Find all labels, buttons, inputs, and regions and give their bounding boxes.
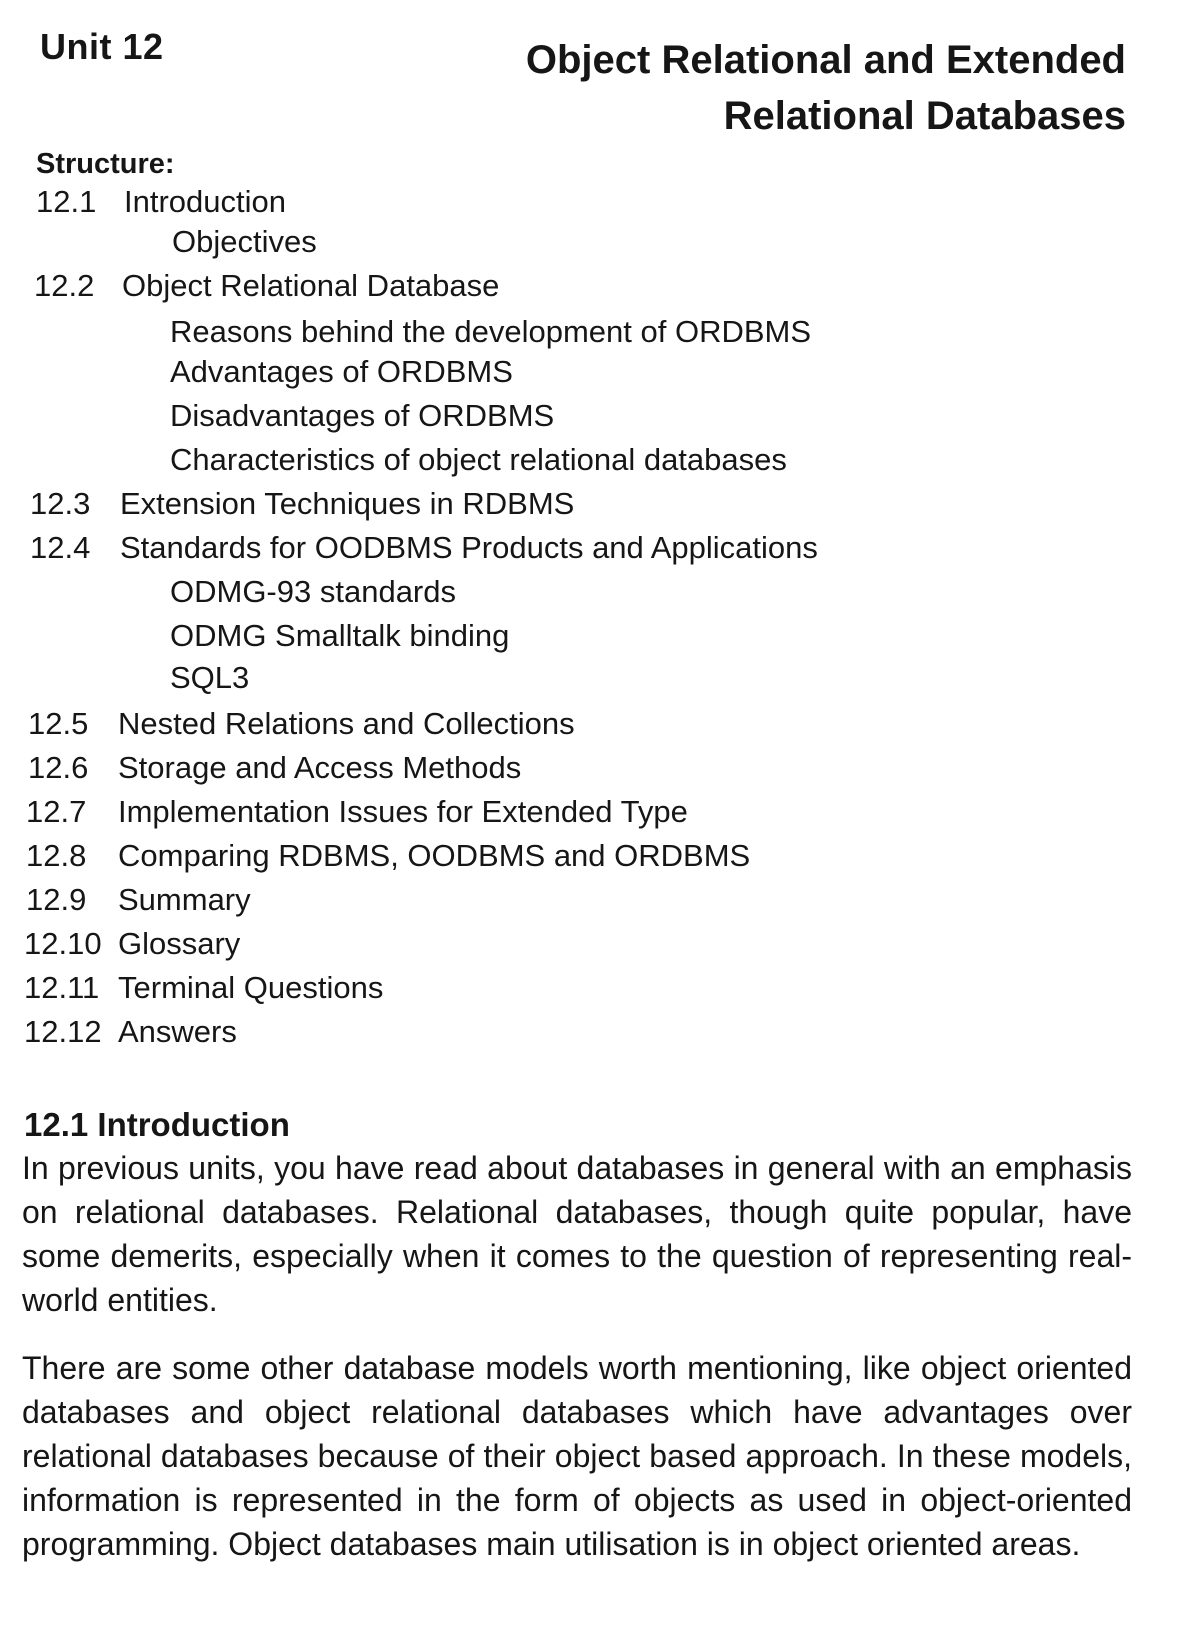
unit-title-line-2: Relational Databases: [723, 94, 1126, 138]
toc-item-text: ODMG Smalltalk binding: [170, 618, 510, 653]
introduction-paragraph-2: There are some other database models worth mentioning, like object oriented databases and object relational databases which have advantages over relational databases because of their object based approach. In these models, information is represented in the form of objects as used in object-oriented programming. Object databases main utilisation is in object oriented areas.: [22, 1350, 1132, 1562]
toc-item-text: Object Relational Database: [122, 268, 500, 303]
toc-item-text: Terminal Questions: [118, 970, 384, 1005]
toc-item-text: Comparing RDBMS, OODBMS and ORDBMS: [118, 838, 751, 873]
toc-item-number: 12.7: [26, 794, 87, 829]
toc-item-text: Glossary: [118, 926, 241, 961]
unit-label: Unit 12: [40, 26, 164, 67]
toc-item-text: Characteristics of object relational databases: [170, 442, 787, 477]
toc-item-number: 12.6: [28, 750, 89, 785]
structure-heading: Structure:: [36, 148, 175, 180]
introduction-paragraph-1: In previous units, you have read about databases in general with an emphasis on relational databases. Relational databases, though quite popular, have some demerits, especially when it comes to the question of representing real-world entities.: [22, 1150, 1132, 1318]
toc-item-number: 12.1: [36, 184, 97, 219]
toc-item-number: 12.12: [24, 1014, 102, 1049]
toc-item-number: 12.11: [24, 970, 100, 1005]
toc-item-text: Answers: [118, 1014, 237, 1049]
toc-item-text: Extension Techniques in RDBMS: [120, 486, 575, 521]
toc-item-text: Summary: [118, 882, 251, 917]
toc-item-number: 12.4: [30, 530, 91, 565]
toc-item-number: 12.8: [26, 838, 87, 873]
toc-item-text: Implementation Issues for Extended Type: [118, 794, 688, 829]
toc-item-number: 12.3: [30, 486, 91, 521]
toc-item-text: SQL3: [170, 660, 250, 695]
toc-item-number: 12.5: [28, 706, 89, 741]
toc-item-text: Storage and Access Methods: [118, 750, 522, 785]
toc-item-number: 12.2: [34, 268, 95, 303]
toc-item-number: 12.10: [24, 926, 102, 961]
toc-item-text: Disadvantages of ORDBMS: [170, 398, 555, 433]
toc-item-text: Introduction: [124, 184, 286, 219]
toc-item-number: 12.9: [26, 882, 87, 917]
unit-title: [426, 32, 1126, 144]
section-heading-introduction: 12.1 Introduction: [24, 1106, 290, 1143]
toc-item-text: Standards for OODBMS Products and Applications: [120, 530, 818, 565]
toc-item-text: Objectives: [172, 224, 317, 259]
toc-item-text: Nested Relations and Collections: [118, 706, 575, 741]
toc-item-text: Reasons behind the development of ORDBMS: [170, 314, 812, 349]
unit-title-line-1: Object Relational and Extended: [525, 38, 1126, 82]
toc-item-text: ODMG-93 standards: [170, 574, 456, 609]
toc-item-text: Advantages of ORDBMS: [170, 354, 513, 389]
